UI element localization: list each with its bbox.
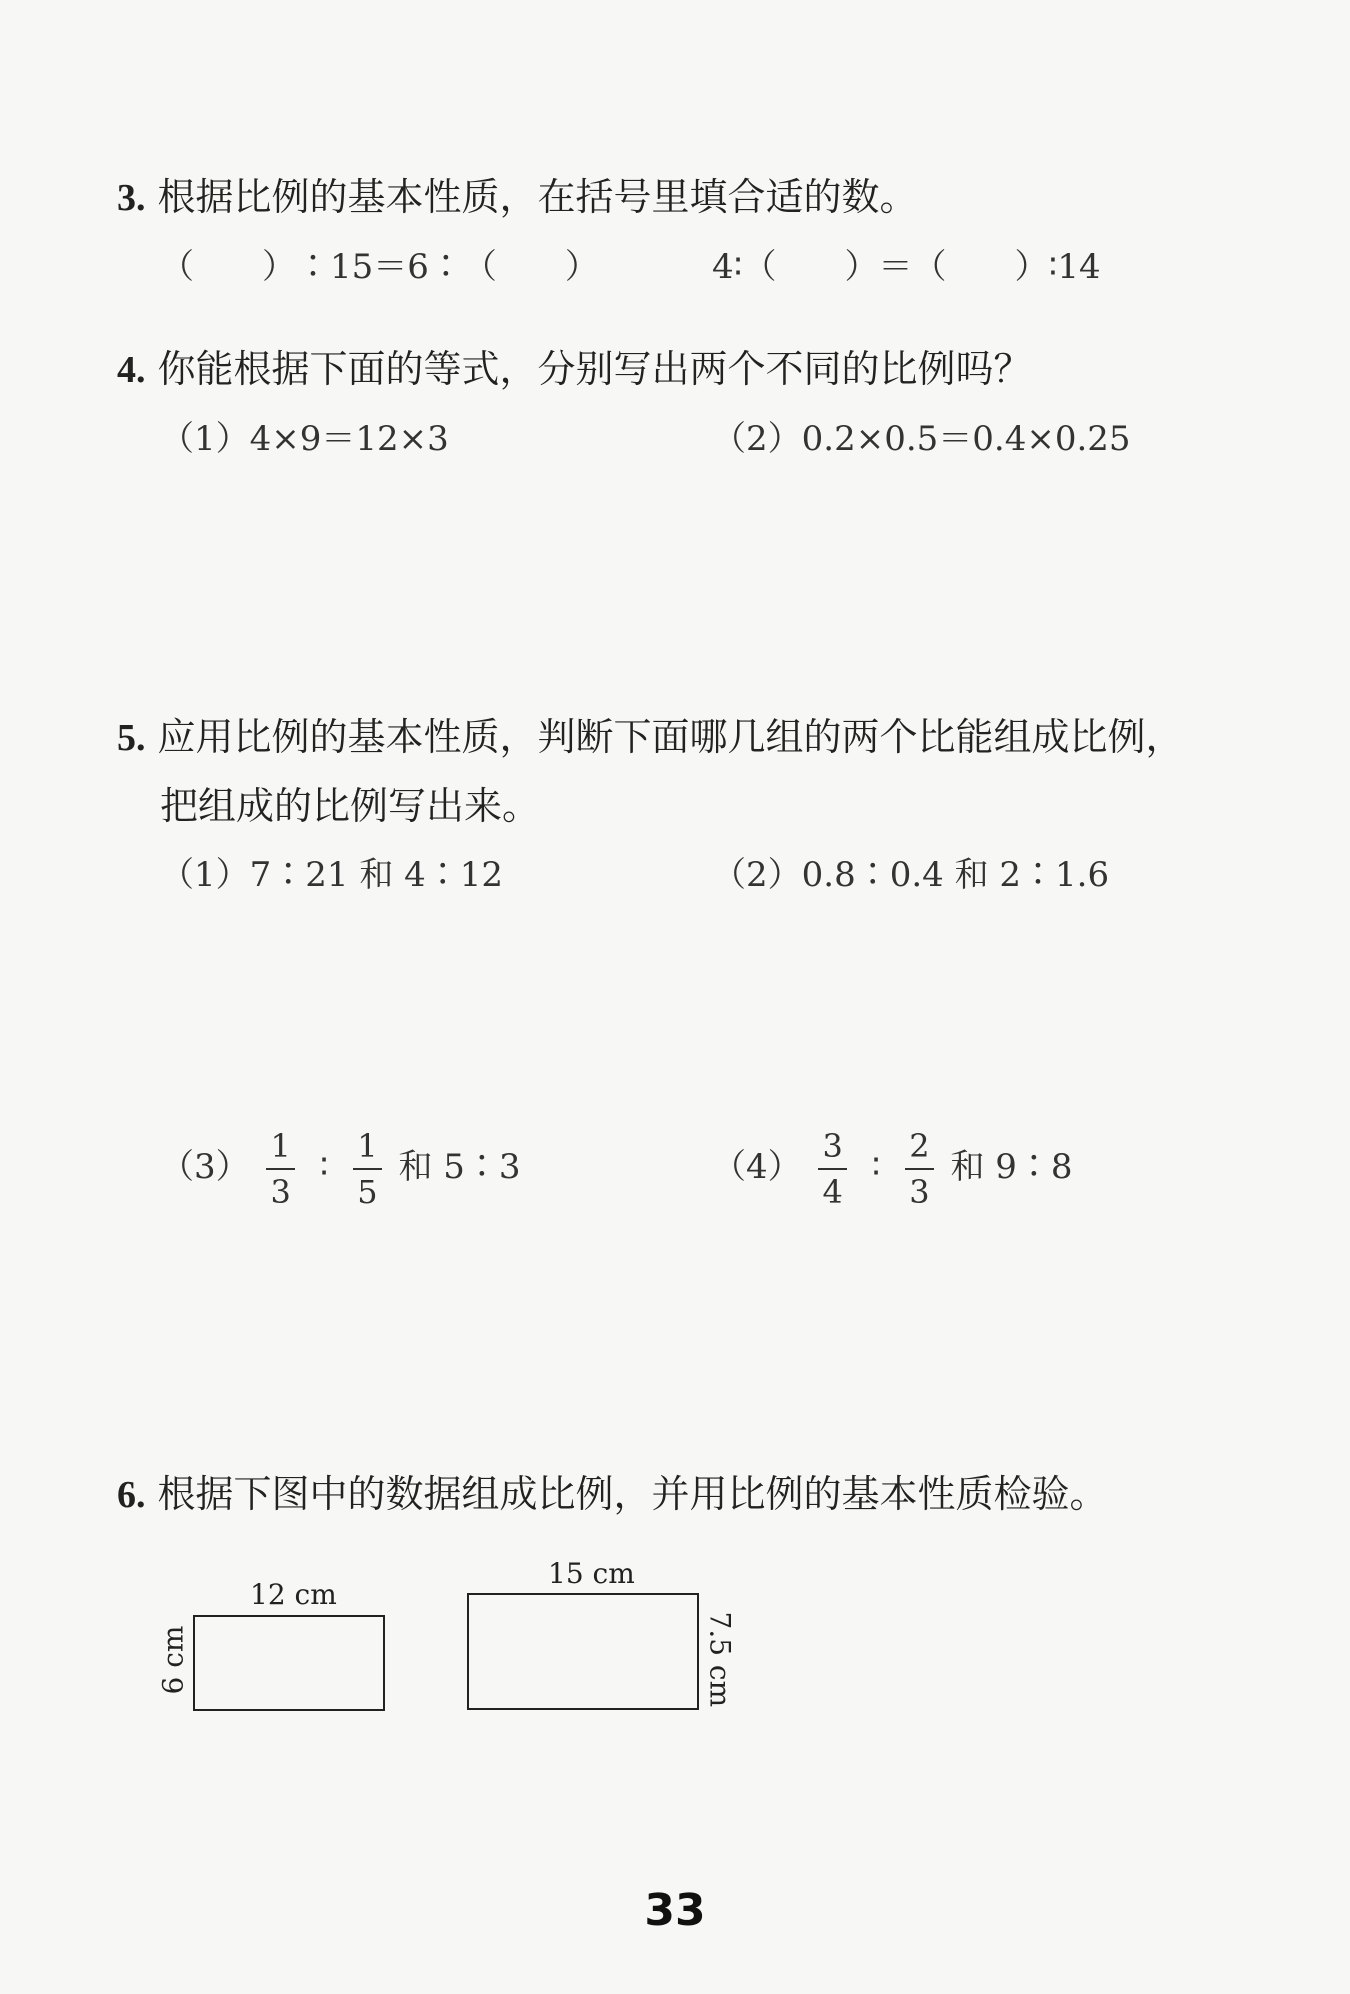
rectangle-1 [193, 1615, 385, 1711]
fraction-bar [905, 1168, 933, 1170]
rect1-height-label: 6 cm [156, 1625, 190, 1695]
question-text: 根据下图中的数据组成比例，并用比例的基本性质检验。 [157, 1472, 1108, 1516]
numerator: 1 [357, 1127, 378, 1165]
question-number: 5. [117, 717, 146, 759]
question-number: 6. [117, 1474, 146, 1516]
fraction-bar [266, 1168, 294, 1170]
q5-item-3 [160, 1127, 521, 1211]
denominator: 5 [357, 1173, 378, 1211]
q5-item-2: （2）0.8∶0.4 和 2∶1.6 [712, 855, 1110, 895]
numerator: 3 [822, 1127, 843, 1165]
rect1-width-label: 12 cm [250, 1578, 337, 1611]
denominator: 4 [822, 1173, 843, 1211]
fraction [818, 1127, 846, 1211]
fraction-bar [353, 1168, 381, 1170]
question-3 [117, 175, 918, 219]
rect2-height-label: 7.5 cm [703, 1611, 737, 1708]
fraction [266, 1127, 294, 1211]
page-number: 33 [644, 1885, 706, 1936]
fraction [353, 1127, 381, 1211]
rectangle-2 [467, 1593, 699, 1710]
item-tail: 和 9∶8 [950, 1147, 1073, 1187]
q4-item-1: （1）4×9＝12×3 [160, 419, 449, 459]
numerator: 1 [270, 1127, 291, 1165]
question-text-line-1: 应用比例的基本性质，判断下面哪几组的两个比能组成比例， [157, 715, 1184, 759]
question-text-line-2: 把组成的比例写出来。 [160, 784, 541, 828]
ratio-colon: ∶ [871, 1147, 881, 1187]
question-6 [117, 1472, 1108, 1516]
q3-left-blank-proportion: （ ）∶15＝6∶（ ） [160, 247, 599, 287]
q5-item-1: （1）7∶21 和 4∶12 [160, 855, 504, 895]
denominator: 3 [270, 1173, 291, 1211]
question-number: 3. [117, 177, 146, 219]
fraction-bar [818, 1168, 846, 1170]
ratio-colon: ∶ [319, 1147, 329, 1187]
q3-right-blank-proportion: 4∶（ ）＝（ ）∶14 [712, 247, 1101, 287]
question-4 [117, 347, 1032, 391]
question-5 [117, 715, 1184, 759]
q5-item-4 [712, 1127, 1073, 1211]
fraction [905, 1127, 933, 1211]
numerator: 2 [909, 1127, 930, 1165]
item-label: （3） [160, 1147, 250, 1187]
question-text: 根据比例的基本性质，在括号里填合适的数。 [157, 175, 918, 219]
denominator: 3 [909, 1173, 930, 1211]
q4-item-2: （2）0.2×0.5＝0.4×0.25 [712, 419, 1131, 459]
question-text: 你能根据下面的等式，分别写出两个不同的比例吗？ [157, 347, 1032, 391]
item-tail: 和 5∶3 [398, 1147, 521, 1187]
question-number: 4. [117, 349, 146, 391]
item-label: （4） [712, 1147, 802, 1187]
rect2-width-label: 15 cm [548, 1557, 635, 1590]
